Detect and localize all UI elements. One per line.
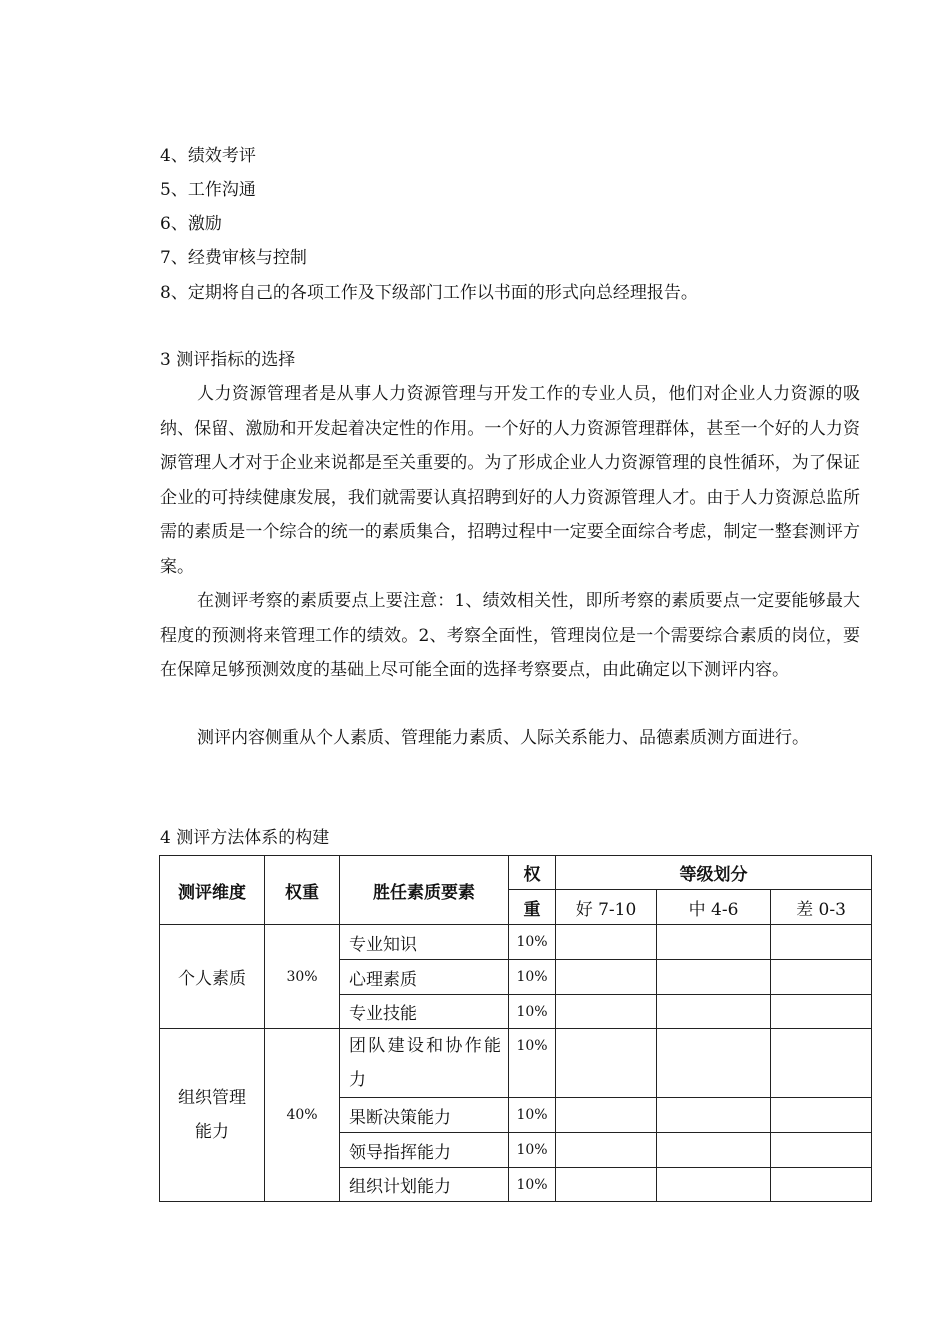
item-weight-cell: 10% bbox=[509, 1098, 556, 1133]
score-cell bbox=[771, 1168, 872, 1202]
paragraph: 测评内容侧重从个人素质、管理能力素质、人际关系能力、品德素质测方面进行。 bbox=[197, 728, 809, 748]
score-cell bbox=[556, 1133, 657, 1168]
score-cell bbox=[771, 1133, 872, 1168]
dimension-cell: 个人素质 bbox=[160, 925, 265, 1029]
header-dimension: 测评维度 bbox=[160, 856, 265, 925]
table-header-row bbox=[160, 856, 872, 890]
header-grade: 等级划分 bbox=[556, 856, 872, 890]
dimension-line: 能力 bbox=[195, 1122, 229, 1142]
score-cell bbox=[556, 925, 657, 960]
score-cell bbox=[657, 995, 771, 1029]
score-cell bbox=[771, 1098, 872, 1133]
header-poor: 差 0-3 bbox=[771, 890, 872, 925]
dimension-line: 组织管理 bbox=[178, 1088, 246, 1108]
score-cell bbox=[556, 995, 657, 1029]
competency-cell: 专业知识 bbox=[340, 925, 509, 960]
score-cell bbox=[657, 1168, 771, 1202]
competency-cell: 组织计划能力 bbox=[340, 1168, 509, 1202]
score-cell bbox=[657, 925, 771, 960]
dimension-cell bbox=[160, 1029, 265, 1202]
header-competency: 胜任素质要素 bbox=[340, 856, 509, 925]
score-cell bbox=[556, 1098, 657, 1133]
item-weight-cell: 10% bbox=[509, 1168, 556, 1202]
list-item: 4、绩效考评 bbox=[160, 146, 256, 166]
score-cell bbox=[771, 1029, 872, 1098]
weight-cell: 30% bbox=[265, 925, 340, 1029]
score-cell bbox=[771, 995, 872, 1029]
item-weight-cell: 10% bbox=[509, 960, 556, 995]
header-item-weight-top: 权 bbox=[509, 856, 556, 890]
competency-cell: 果断决策能力 bbox=[340, 1098, 509, 1133]
item-weight-cell: 10% bbox=[509, 1133, 556, 1168]
item-weight-cell: 10% bbox=[509, 925, 556, 960]
table-row bbox=[160, 925, 872, 960]
competency-cell: 领导指挥能力 bbox=[340, 1133, 509, 1168]
paragraph: 人力资源管理者是从事人力资源管理与开发工作的专业人员，他们对企业人力资源的吸纳、保留、激励和开发起着决定性的作用。一个好的人力资源管理群体，甚至一个好的人力资源管理人才对于企业来说都是至关重要的。为了形成企业人力资源管理的良性循环，为了保证企业的可持续健康发展，我们就需要认真招聘到好的人力资源管理人才。由于人力资源总监所需的素质是一个综合的统一的素质集合，招聘过程中一定要全面综合考虑，制定一整套测评方案。 bbox=[160, 384, 860, 577]
score-cell bbox=[657, 960, 771, 995]
score-cell bbox=[657, 1133, 771, 1168]
score-cell bbox=[556, 1029, 657, 1098]
score-cell bbox=[657, 1098, 771, 1133]
section-heading: 4 测评方法体系的构建 bbox=[160, 828, 330, 848]
score-cell bbox=[771, 925, 872, 960]
score-cell bbox=[771, 960, 872, 995]
score-cell bbox=[556, 1168, 657, 1202]
table-row bbox=[160, 1029, 872, 1098]
list-item: 8、定期将自己的各项工作及下级部门工作以书面的形式向总经理报告。 bbox=[160, 283, 698, 303]
item-weight-cell: 10% bbox=[509, 995, 556, 1029]
list-item: 6、激励 bbox=[160, 214, 222, 234]
weight-cell: 40% bbox=[265, 1029, 340, 1202]
evaluation-table bbox=[159, 855, 872, 1202]
header-medium: 中 4-6 bbox=[657, 890, 771, 925]
score-cell bbox=[556, 960, 657, 995]
header-item-weight-bottom: 重 bbox=[509, 890, 556, 925]
header-weight: 权重 bbox=[265, 856, 340, 925]
paragraph: 在测评考察的素质要点上要注意：1、绩效相关性，即所考察的素质要点一定要能够最大程度的预测将来管理工作的绩效。2、考察全面性，管理岗位是一个需要综合素质的岗位，要在保障足够预测效度的基础上尽可能全面的选择考察要点，由此确定以下测评内容。 bbox=[160, 591, 860, 680]
section-heading: 3 测评指标的选择 bbox=[160, 350, 296, 370]
list-item: 7、经费审核与控制 bbox=[160, 248, 307, 268]
score-cell bbox=[657, 1029, 771, 1098]
competency-cell: 团队建设和协作能力 bbox=[340, 1029, 509, 1098]
competency-cell: 心理素质 bbox=[340, 960, 509, 995]
header-good: 好 7-10 bbox=[556, 890, 657, 925]
item-weight-cell: 10% bbox=[509, 1029, 556, 1098]
competency-cell: 专业技能 bbox=[340, 995, 509, 1029]
list-item: 5、工作沟通 bbox=[160, 180, 256, 200]
